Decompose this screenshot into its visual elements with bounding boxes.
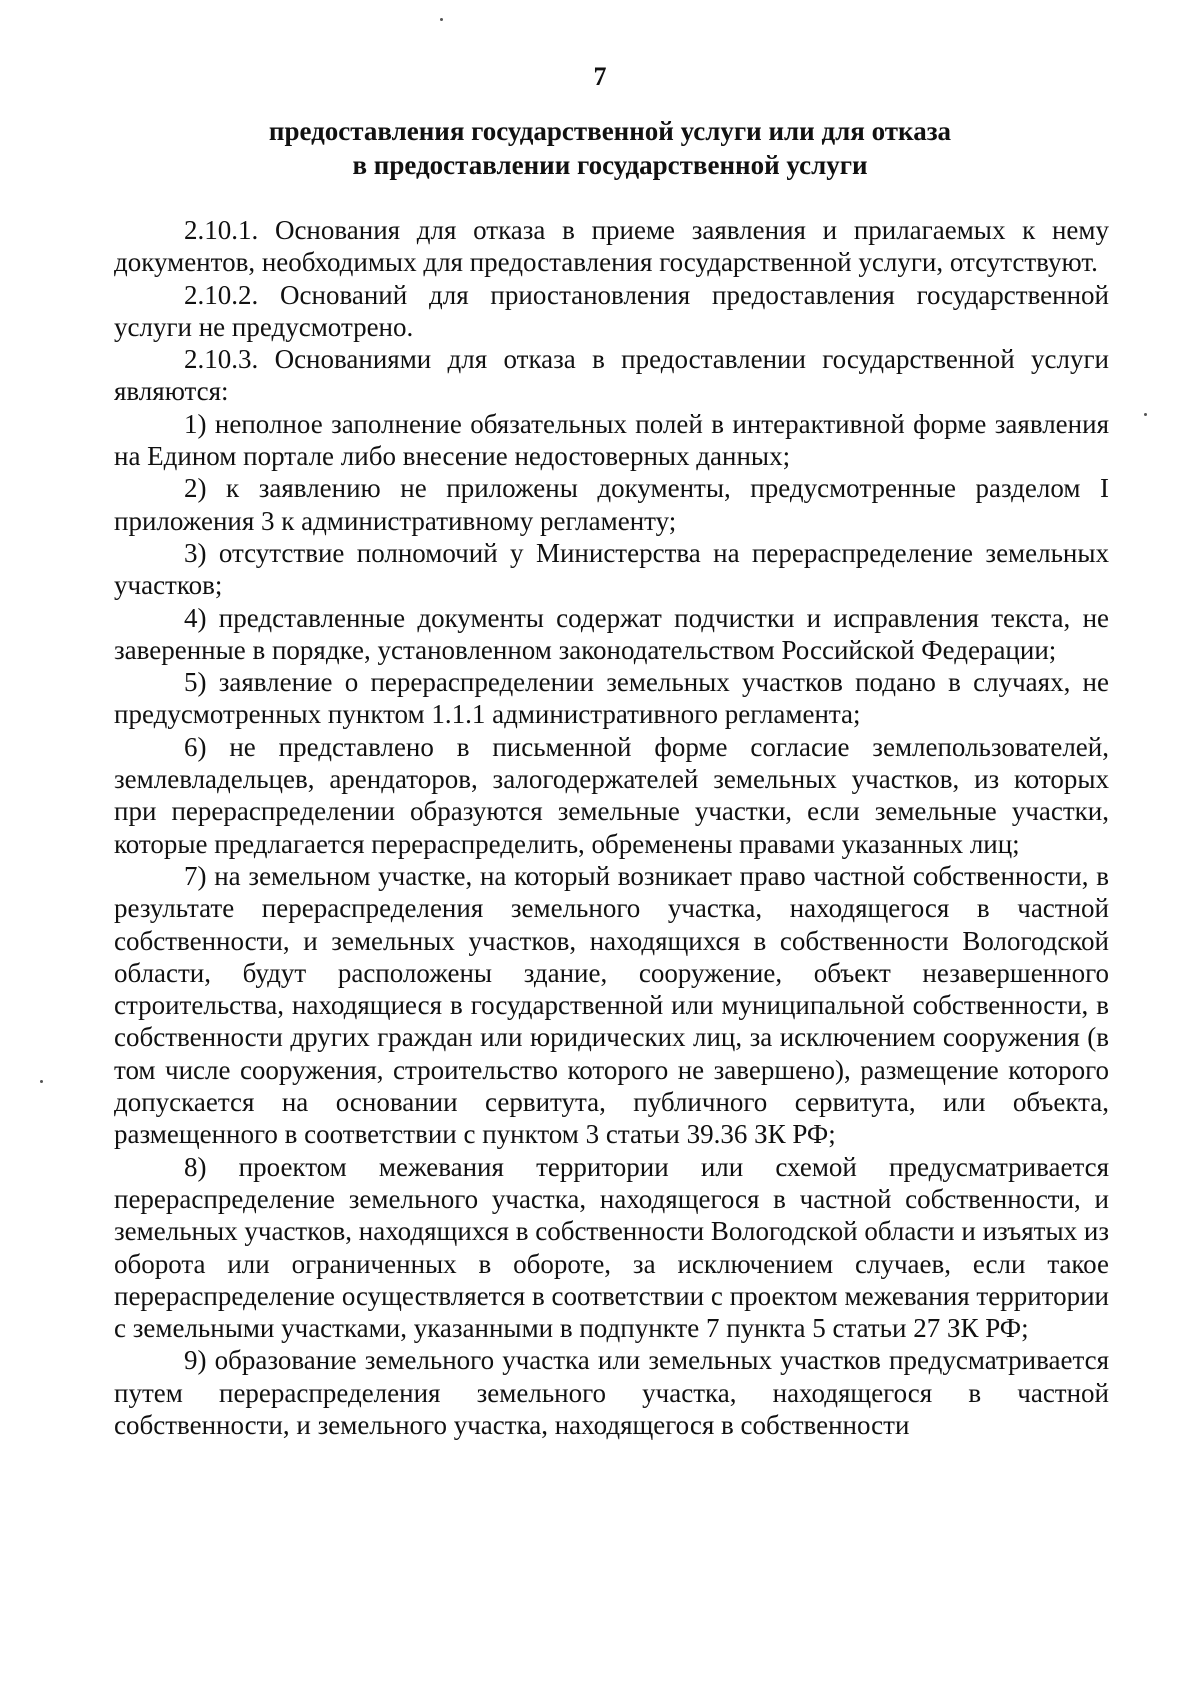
page-number: 7 bbox=[593, 62, 607, 91]
paragraph-2-10-3: 2.10.3. Основаниями для отказа в предоставлении государственной услуги являются: bbox=[114, 344, 1109, 407]
heading-line: в предоставлении государственной услуги bbox=[352, 150, 868, 180]
list-item-2: 2) к заявлению не приложены документы, предусмотренные разделом I приложения 3 к административному регламенту; bbox=[114, 473, 1109, 536]
list-item-5: 5) заявление о перераспределении земельных участков подано в случаях, не предусмотренных пунктом 1.1.1 административного регламента; bbox=[114, 667, 1109, 730]
paragraph-2-10-2: 2.10.2. Оснований для приостановления предоставления государственной услуги не предусмотрено. bbox=[114, 279, 1109, 342]
list-item-6: 6) не представлено в письменной форме согласие землепользователей, землевладельцев, арендаторов, залогодержателей земельных участков, из которых при перераспределении образуются земельные участки, если земельные участки, которые предлагается перераспределить, обременены правами указанных лиц; bbox=[114, 731, 1109, 859]
scan-artifact bbox=[440, 18, 443, 21]
heading-line: предоставления государственной услуги или для отказа bbox=[268, 116, 952, 146]
list-item-8: 8) проектом межевания территории или схемой предусматривается перераспределение земельного участка, находящегося в частной собственности, и земельных участков, находящихся в собственности Вологодской области и изъятых из оборота или ограниченных в обороте, за исключением случаев, если такое перераспределение осуществляется в соответствии с проектом межевания территории с земельными участками, указанными в подпункте 7 пункта 5 статьи 27 ЗК РФ; bbox=[114, 1151, 1109, 1344]
scan-artifact bbox=[40, 1080, 43, 1083]
scan-artifact bbox=[1144, 413, 1147, 416]
section-heading bbox=[110, 114, 1110, 182]
document-body bbox=[114, 214, 1109, 1441]
list-item-1: 1) неполное заполнение обязательных полей в интерактивной форме заявления на Едином портале либо внесение недостоверных данных; bbox=[114, 408, 1109, 472]
paragraph-2-10-1: 2.10.1. Основания для отказа в приеме заявления и прилагаемых к нему документов, необходимых для предоставления государственной услуги, отсутствуют. bbox=[114, 215, 1109, 278]
list-item-7: 7) на земельном участке, на который возникает право частной собственности, в результате перераспределения земельного участка, находящегося в частной собственности, и земельных участков, находящихся в собственности Вологодской области, будут расположены здание, сооружение, объект незавершенного строительства, находящиеся в государственной или муниципальной собственности, в собственности других граждан или юридических лиц, за исключением сооружения (в том числе сооружения, строительство которого не завершено), размещение которого допускается на основании сервитута, публичного сервитута, или объекта, размещенного в соответствии с пунктом 3 статьи 39.36 ЗК РФ; bbox=[114, 860, 1109, 1150]
list-item-9: 9) образование земельного участка или земельных участков предусматривается путем перераспределения земельного участка, находящегося в частной собственности, и земельного участка, находящегося в собственности bbox=[114, 1345, 1109, 1440]
list-item-3: 3) отсутствие полномочий у Министерства на перераспределение земельных участков; bbox=[114, 537, 1109, 601]
list-item-4: 4) представленные документы содержат подчистки и исправления текста, не заверенные в порядке, установленном законодательством Российской Федерации; bbox=[114, 602, 1109, 665]
